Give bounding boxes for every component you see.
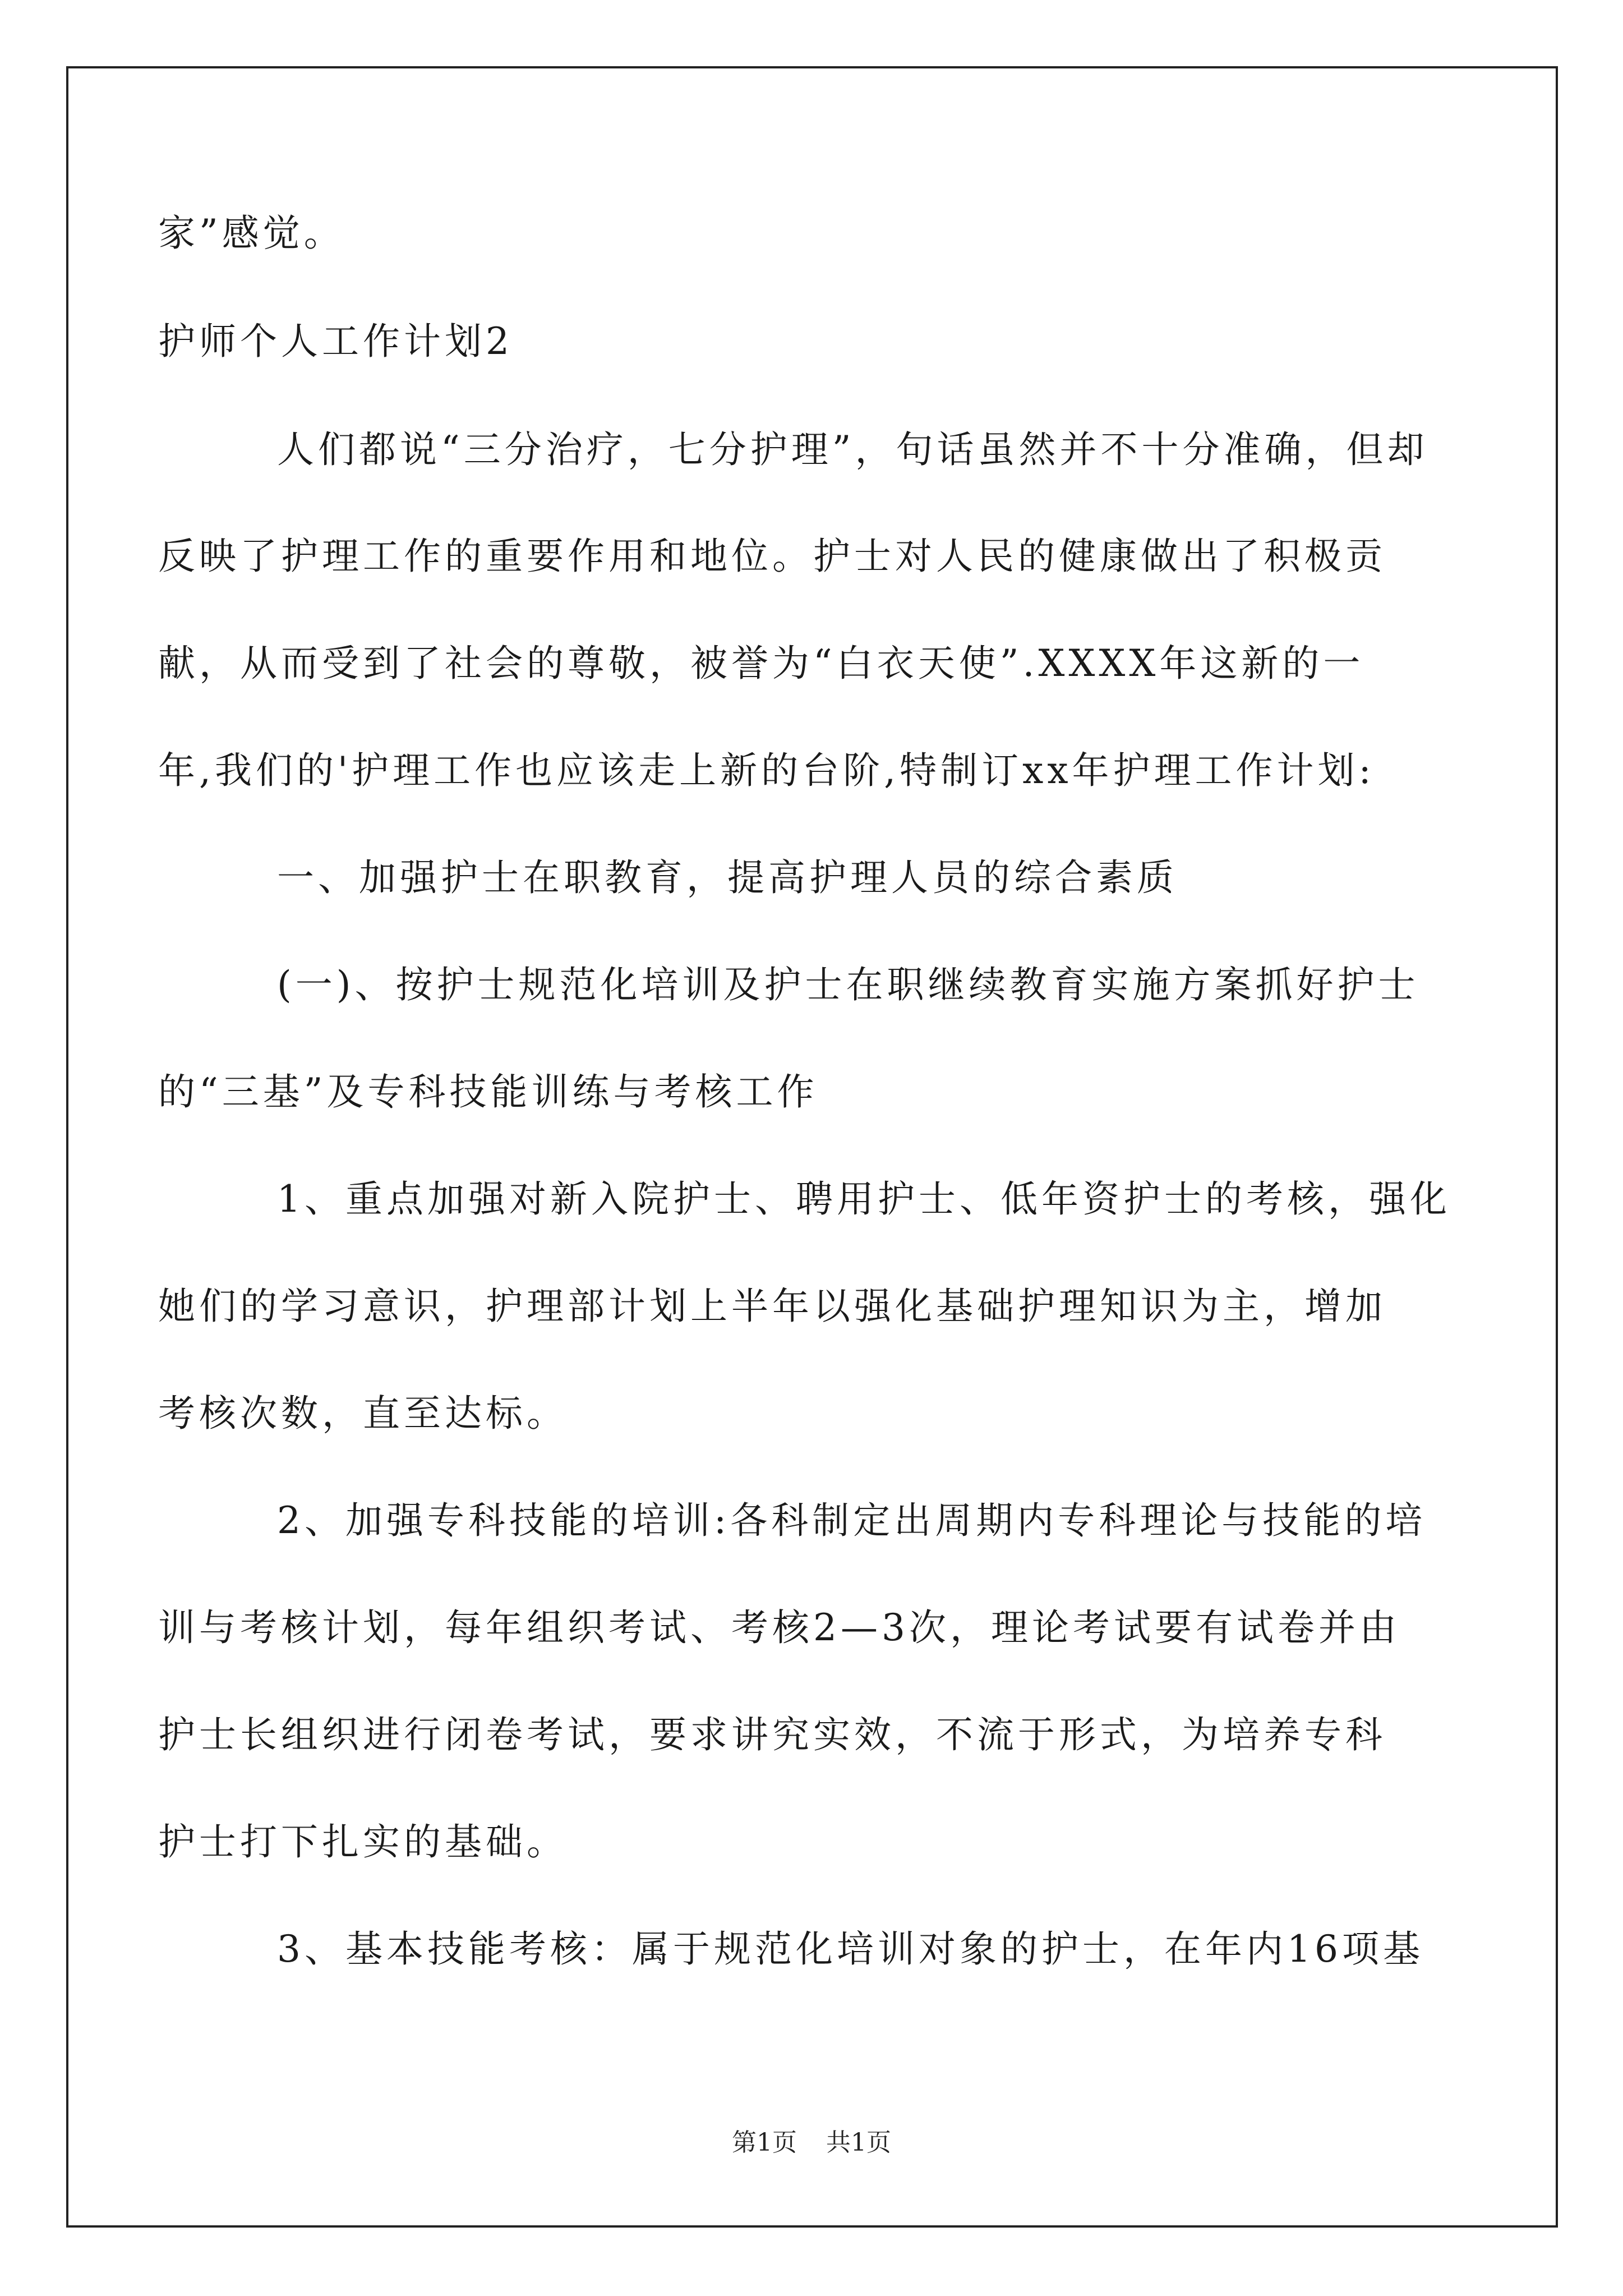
text-line: 的“三基”及专科技能训练与考核工作 — [158, 1070, 818, 1114]
text-line: 人们都说“三分治疗，七分护理”，句话虽然并不十分准确，但却 — [277, 428, 1428, 471]
text-line: 护士长组织进行闭卷考试，要求讲究实效，不流于形式，为培养专科 — [158, 1713, 1386, 1756]
text-line: 献，从而受到了社会的尊敬，被誉为“白衣天使”.XXXX年这新的一 — [158, 642, 1364, 685]
text-line: 她们的学习意识，护理部计划上半年以强化基础护理知识为主，增加 — [158, 1285, 1386, 1328]
text-line: 1、重点加强对新入院护士、聘用护士、低年资护士的考核，强化 — [277, 1177, 1451, 1221]
text-line: 训与考核计划，每年组织考试、考核2—3次，理论考试要有试卷并由 — [158, 1606, 1400, 1649]
text-line: 3、基本技能考核：属于规范化培训对象的护士，在年内16项基 — [277, 1927, 1424, 1971]
text-line: 考核次数，直至达标。 — [158, 1392, 568, 1435]
text-line: 反映了护理工作的重要作用和地位。护士对人民的健康做出了积极贡 — [158, 535, 1386, 578]
text-line: 家”感觉。 — [158, 211, 345, 255]
section-heading: 护师个人工作计划2 — [158, 320, 513, 363]
text-line: 护士打下扎实的基础。 — [158, 1820, 568, 1864]
page-footer — [0, 2126, 1623, 2160]
text-line: 2、加强专科技能的培训:各科制定出周期内专科理论与技能的培 — [277, 1499, 1427, 1542]
text-line: 年,我们的'护理工作也应该走上新的台阶,特制订xx年护理工作计划: — [158, 749, 1375, 792]
text-line: (一)、按护士规范化培训及护士在职继续教育实施方案抓好护士 — [277, 963, 1419, 1006]
text-line: 一、加强护士在职教育，提高护理人员的综合素质 — [277, 856, 1178, 899]
page-total: 共1页 — [826, 2128, 891, 2157]
page-number: 第1页 — [732, 2128, 797, 2157]
